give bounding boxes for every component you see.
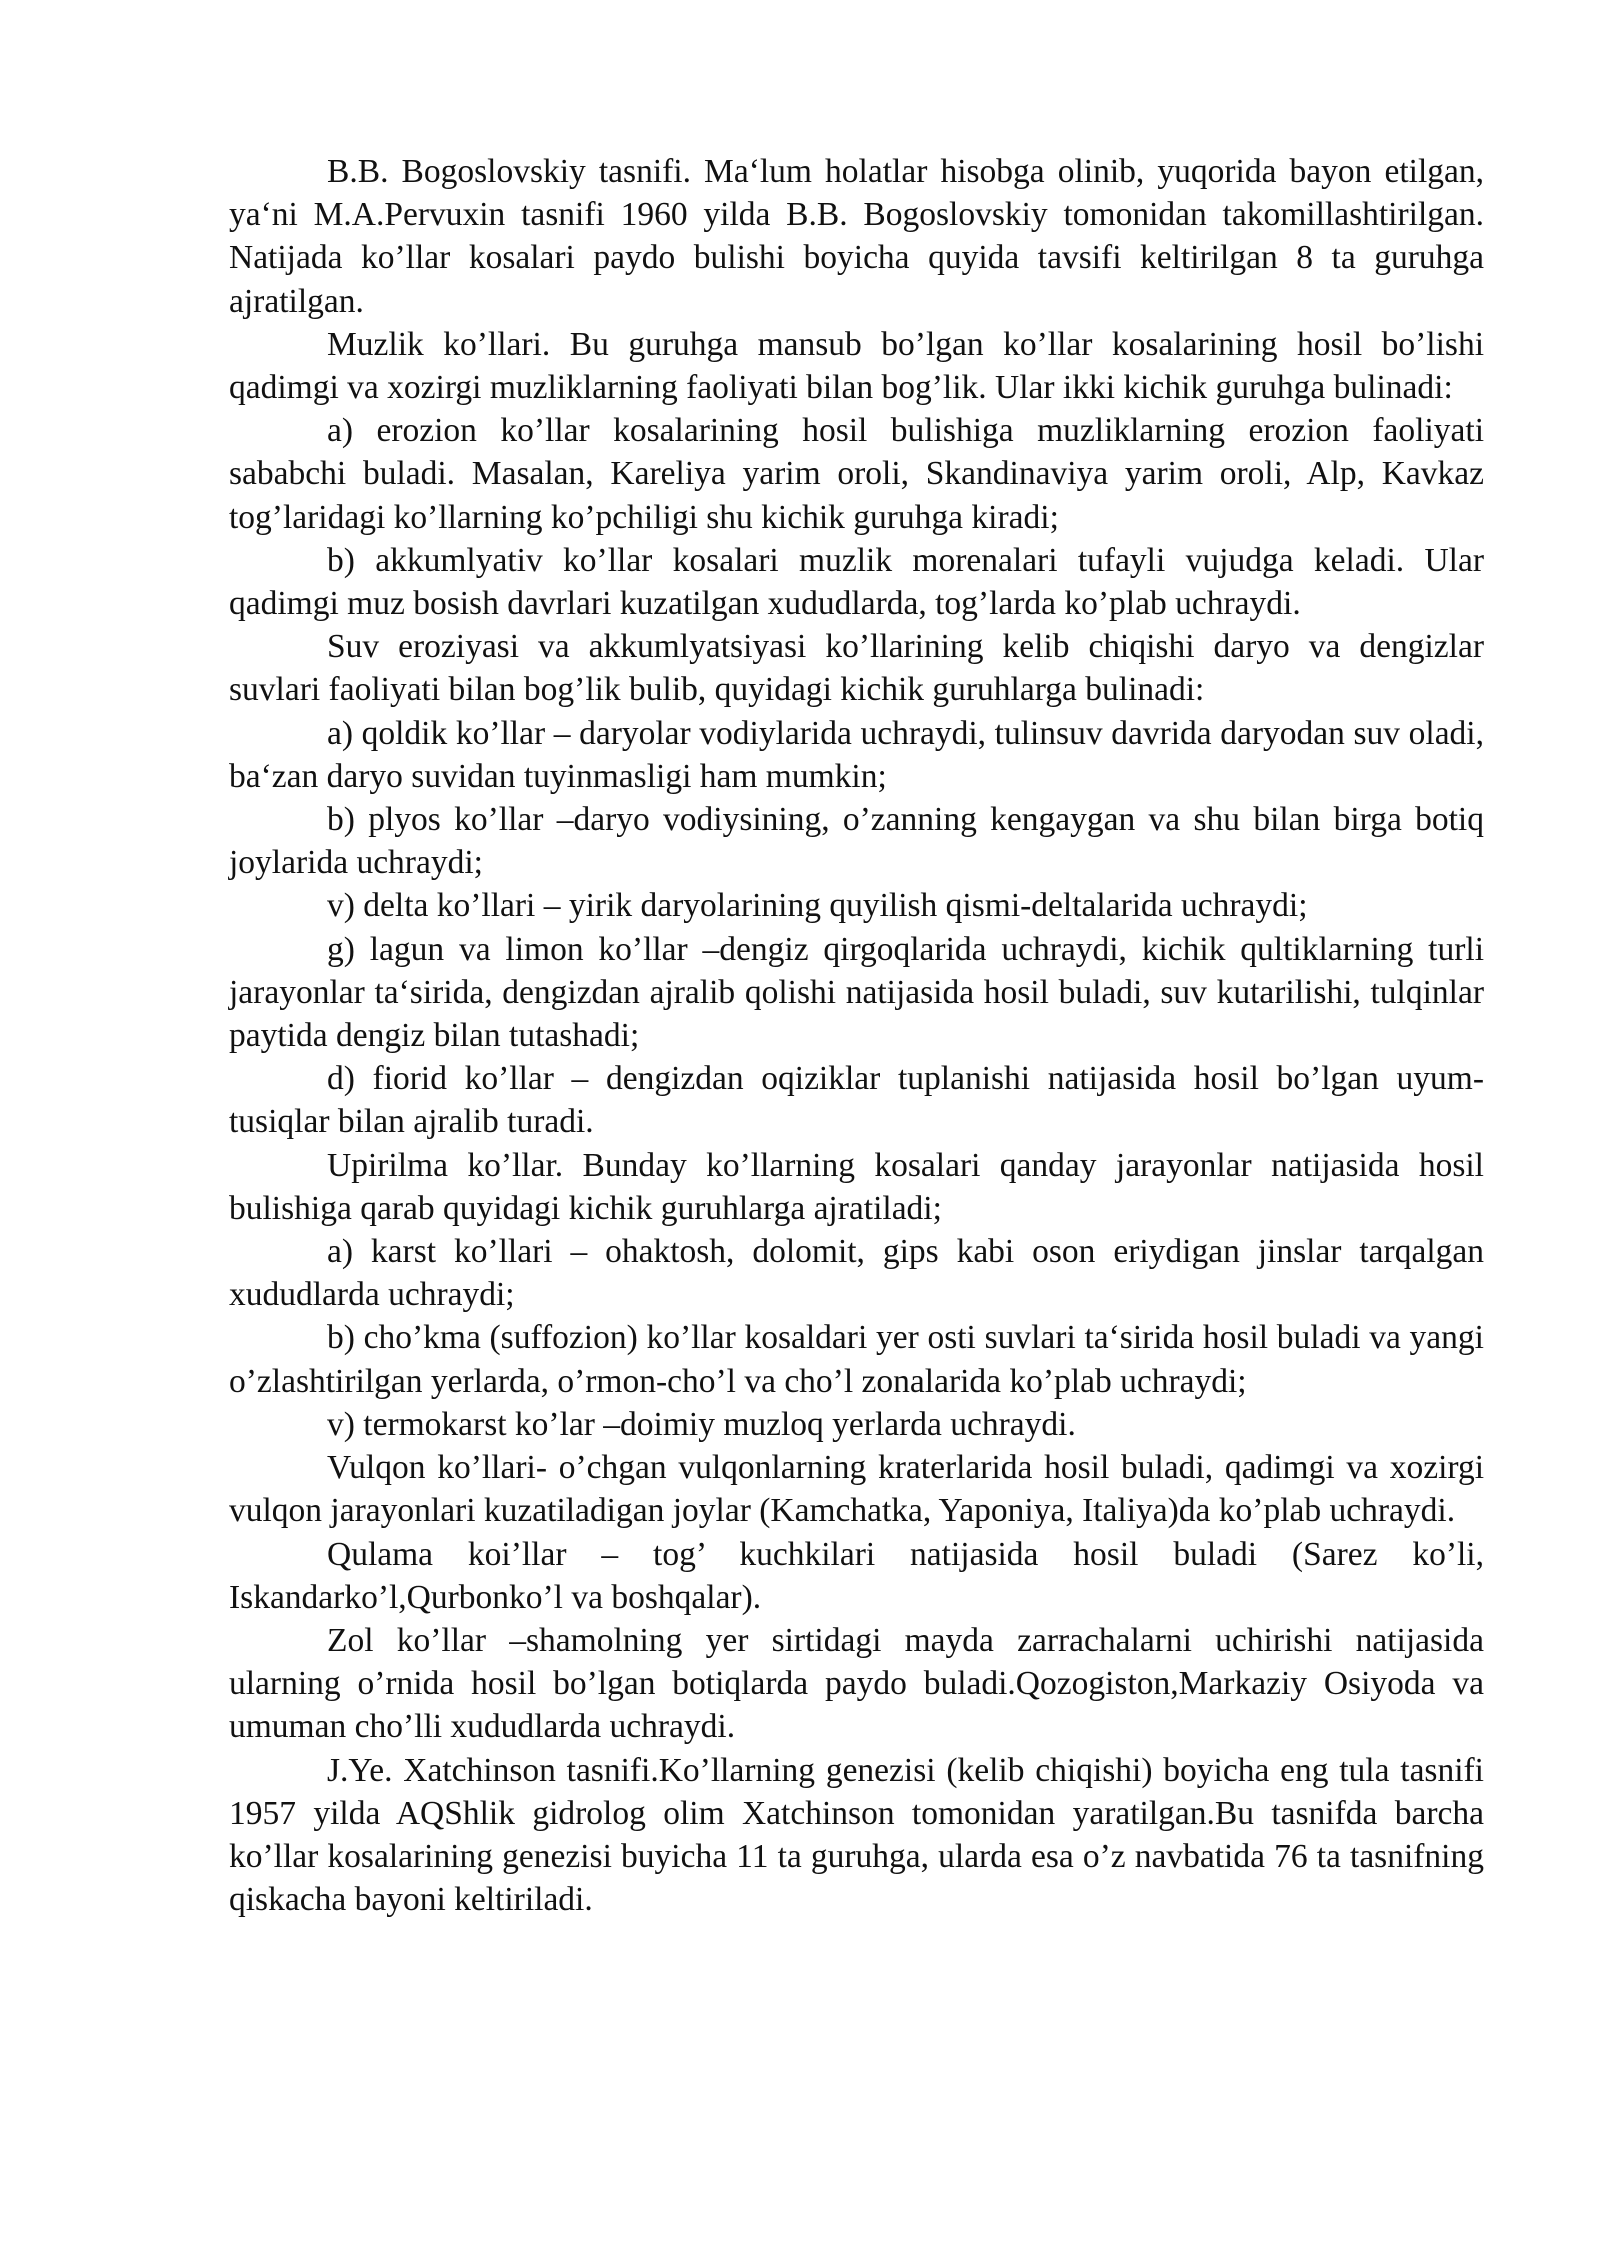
paragraph-erosion-lakes: a) erozion ko’llar kosalarining hosil bulishiga muzliklarning erozion faoliyati sababchi buladi. Masalan, Kareliya yarim oroli, Skandinaviya yarim oroli, Alp, Kavkaz tog’laridagi ko’llarning ko’pchiligi shu kichik guruhga kiradi; xyxy=(229,412,1484,536)
paragraph-bogoslovskiy-classification: B.B. Bogoslovskiy tasnifi. Ma‘lum holatlar hisobga olinib, yuqorida bayon etilgan, ya‘ni M.A.Pervuxin tasnifi 1960 yilda B.B. Bogoslovskiy tomonidan takomillashtirilgan. Natijada ko’llar kosalari paydo bulishi boyicha quyida tavsifi keltirilgan 8 ta guruhga ajratilgan. xyxy=(229,153,1484,320)
paragraph-landslide-lakes: Qulama koi’llar – tog’ kuchkilari natijasida hosil buladi (Sarez ko’li, Iskandarko’l,Qurbonko’l va boshqalar). xyxy=(229,1535,1484,1616)
paragraph-accumulative-lakes: b) akkumlyativ ko’llar kosalari muzlik morenalari tufayli vujudga keladi. Ular qadimgi muz bosish davrlari kuzatilgan xududlarda, tog’larda ko’plab uchraydi. xyxy=(229,541,1484,623)
paragraph-karst-lakes: a) karst ko’llari – ohaktosh, dolomit, gips kabi oson eriydigan jinslar tarqalgan xududlarda uchraydi; xyxy=(229,1233,1484,1314)
paragraph-water-erosion-lakes: Suv eroziyasi va akkumlyatsiyasi ko’llarining kelib chiqishi daryo va dengizlar suvlari faoliyati bilan bog’lik bulib, quyidagi kichik guruhlarga bulinadi: xyxy=(229,628,1484,709)
paragraph-lagoon-lakes: g) lagun va limon ko’llar –dengiz qirgoqlarida uchraydi, kichik qultiklarning turli jarayonlar ta‘sirida, dengizdan ajralib qolishi natijasida hosil buladi, suv kutarilishi, tulqinlar paytida dengiz bilan tutashadi; xyxy=(229,930,1484,1055)
paragraph-plyos-lakes: b) plyos ko’llar –daryo vodiysining, o’zanning kengaygan va shu bilan birga botiq joylarida uchraydi; xyxy=(229,801,1484,882)
document-page xyxy=(229,150,1484,1921)
paragraph-fiord-lakes: d) fiorid ko’llar – dengizdan oqiziklar tuplanishi natijasida hosil bo’lgan uyum-tusiqlar bilan ajralib turadi. xyxy=(229,1060,1484,1141)
paragraph-delta-lakes: v) delta ko’llari – yirik daryolarining quyilish qismi-deltalarida uchraydi; xyxy=(327,887,1308,925)
paragraph-thermokarst-lakes: v) termokarst ko’lar –doimiy muzloq yerlarda uchraydi. xyxy=(327,1405,1076,1443)
paragraph-residual-lakes: a) qoldik ko’llar – daryolar vodiylarida uchraydi, tulinsuv davrida daryodan suv oladi, ba‘zan daryo suvidan tuyinmasligi ham mumkin; xyxy=(229,714,1484,795)
paragraph-aeolian-lakes: Zol ko’llar –shamolning yer sirtidagi mayda zarrachalarni uchirishi natijasida ularning o’rnida hosil bo’lgan botiqlarda paydo buladi.Qozogiston,Markaziy Osiyoda va umuman cho’lli xududlarda uchraydi. xyxy=(229,1621,1484,1746)
paragraph-collapse-lakes: Upirilma ko’llar. Bunday ko’llarning kosalari qanday jarayonlar natijasida hosil bulishiga qarab quyidagi kichik guruhlarga ajratiladi; xyxy=(229,1146,1484,1227)
paragraph-hutchinson-classification: J.Ye. Xatchinson tasnifi.Ko’llarning genezisi (kelib chiqishi) boyicha eng tula tasnifi 1957 yilda AQShlik gidrolog olim Xatchinson tomonidan yaratilgan.Bu tasnifda barcha ko’llar kosalarining genezisi buyicha 11 ta guruhga, ularda esa o’z navbatida 76 ta tasnifning qiskacha bayoni keltiriladi. xyxy=(229,1751,1484,1919)
paragraph-volcanic-lakes: Vulqon ko’llari- o’chgan vulqonlarning kraterlarida hosil buladi, qadimgi va xozirgi vulqon jarayonlari kuzatiladigan joylar (Kamchatka, Yaponiya, Italiya)da ko’plab uchraydi. xyxy=(229,1449,1484,1530)
paragraph-suffosion-lakes: b) cho’kma (suffozion) ko’llar kosaldari yer osti suvlari ta‘sirida hosil buladi va yangi o’zlashtirilgan yerlarda, o’rmon-cho’l va cho’l zonalarida ko’plab uchraydi; xyxy=(229,1319,1484,1400)
paragraph-glacial-lakes: Muzlik ko’llari. Bu guruhga mansub bo’lgan ko’llar kosalarining hosil bo’lishi qadimgi va xozirgi muzliklarning faoliyati bilan bog’lik. Ular ikki kichik guruhga bulinadi: xyxy=(229,325,1484,407)
